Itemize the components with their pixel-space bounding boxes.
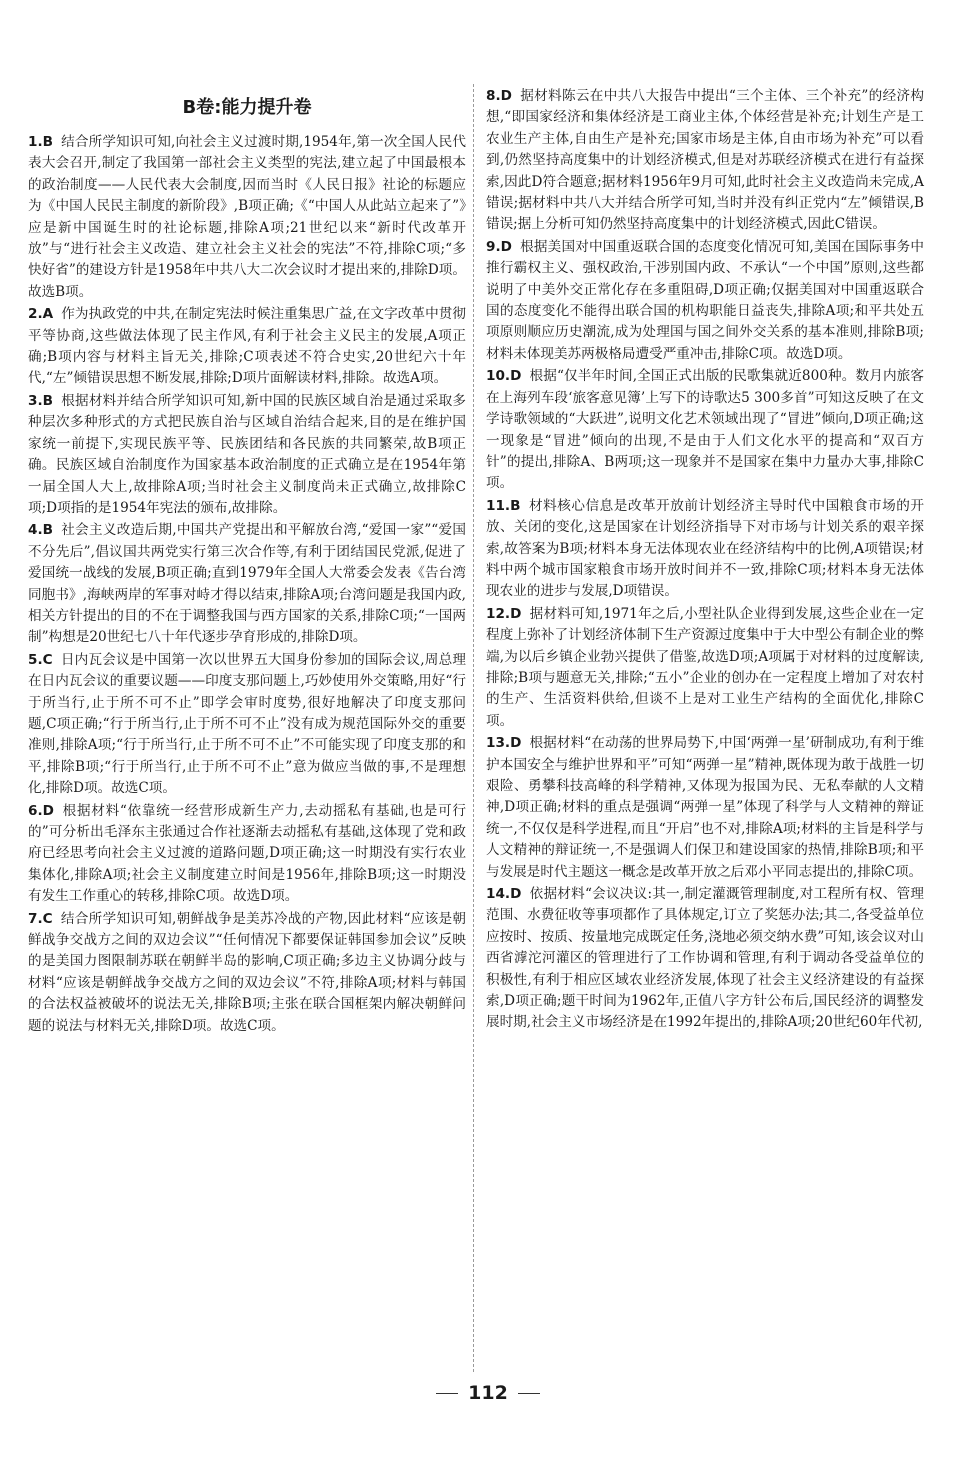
answer-paragraph xyxy=(486,366,924,494)
answer-text: 材料核心信息是改革开放前计划经济主导时代中国粮食市场的开放、关闭的变化,这是国家在计划经济指导下对市场与计划关系的艰辛探索,故答案为B项;材料本身无法体现农业在经济结构中的比例,A项错误;材料中两个城市国家粮食市场开放时间并不一致,排除C项;材料本身无法体现农业的进步与发展,D项错误。 xyxy=(486,497,924,600)
left-answer-list xyxy=(28,132,466,1037)
answer-number: 5.C xyxy=(28,651,53,668)
answer-number: 12.D xyxy=(486,605,522,622)
answer-text: 根据材料“在动荡的世界局势下,中国‘两弹一星’研制成功,有利于维护本国安全与维护世界和平”可知“两弹一星”精神,既体现为敢于战胜一切艰险、勇攀科技高峰的科学精神,又体现为报国为民、无私奉献的人文精神,D项正确;材料的重点是强调“两弹一星”体现了科学与人文精神的辩证统一,不仅仅是科学进程,而且“开启”也不对,排除A项;材料的主旨是科学与人文精神的辩证统一,不是强调人们保卫和建设国家的热情,排除B项;和平与发展是时代主题这一概念是改革开放之后邓小平同志提出的,排除C项。 xyxy=(486,735,924,880)
answer-text: 社会主义改造后期,中国共产党提出和平解放台湾,“爱国一家”“爱国不分先后”,倡议国共两党实行第三次合作等,有利于团结国民党派,促进了爱国统一战线的发展,B项正确;直到1979年全国人大常委会发表《告台湾同胞书》,海峡两岸的军事对峙才得以结束,排除A项;台湾问题是我国内政,相关方针提出的目的不在于调整我国与西方国家的关系,排除C项;“一国两制”构想是20世纪七八十年代逐步孕育形成的,排除D项。 xyxy=(28,522,466,646)
answer-text: 日内瓦会议是中国第一次以世界五大国身份参加的国际会议,周总理在日内瓦会议的重要议题——印度支那问题上,巧妙使用外交策略,用好“行于所当行,止于所不可不止”即学会审时度势,很好地解决了印度支那问题,C项正确;“行于所当行,止于所不可不止”没有成为规范国际外交的重要准则,排除A项;“行于所当行,止于所不可不止”不可能实现了印度支那的和平,排除B项;“行于所当行,止于所不可不止”意为做应当做的事,不是理想化,排除D项。故选C项。 xyxy=(28,651,466,797)
left-column xyxy=(28,86,466,1038)
answer-paragraph xyxy=(28,520,466,648)
answer-text: 据材料陈云在中共八大报告中提出“三个主体、三个补充”的经济构想,“即国家经济和集体经济是工商业主体,个体经营是补充;计划生产是工农业生产主体,自由生产是补充;国家市场是主体,自由市场为补充”可以看到,仍然坚持高度集中的计划经济模式,但是对苏联经济模式在进行有益探索,因此D符合题意;据材料1956年9月可知,此时社会主义改造尚未完成,A错误;据材料中共八大并结合所学可知,当时并没有纠正党内“左”倾错误,B错误;据上分析可知仍然坚持高度集中的计划经济模式,因此C错误。 xyxy=(486,88,924,233)
answer-number: 10.D xyxy=(486,368,522,385)
answer-paragraph xyxy=(486,237,924,365)
answer-text: 据材料可知,1971年之后,小型社队企业得到发展,这些企业在一定程度上弥补了计划经济体制下生产资源过度集中于大中型公有制企业的弊端,为以后乡镇企业勃兴提供了借鉴,故选D项;A项属于对材料的过度解读,排除;B项与题意无关,排除;“五小”企业的创办在一定程度上增加了对农村的生产、生活资料供给,但谈不上是对工业生产结构的全面优化,排除C项。 xyxy=(486,605,924,729)
answer-item xyxy=(28,909,466,1037)
answer-text: 结合所学知识可知,向社会主义过渡时期,1954年,第一次全国人民代表大会召开,制定了我国第一部社会主义类型的宪法,建立起了中国最根本的政治制度——人民代表大会制度,因而当时《人民日报》社论的标题应为《中国人民民主制度的新阶段》,B项正确;《“中国人从此站立起来了”》应是新中国诞生时的社论标题,排除A项;21世纪以来“新时代改革开放”与“进行社会主义改造、建立社会主义社会的宪法”不符,排除C项;“多快好省”的建设方针是1958年中共八大二次会议时才提出来的,排除D项。故选B项。 xyxy=(28,134,466,300)
answer-item xyxy=(486,366,924,494)
answer-paragraph xyxy=(28,801,466,908)
answer-item xyxy=(486,884,924,1034)
answer-paragraph xyxy=(28,132,466,303)
answer-number: 1.B xyxy=(28,134,53,150)
answer-text: 根据材料并结合所学知识可知,新中国的民族区域自治是通过采取多种层次多种形式的方式把民族自治与区域自治结合起来,目的是在维护国家统一前提下,实现民族平等、民族团结和各民族的共同繁荣,故B项正确。民族区域自治制度作为国家基本政治制度的正式确立是在1954年第一届全国人大上,故排除A项;当时社会主义制度尚未正式确立,故排除C项;D项指的是1954年宪法的颁布,故排除。 xyxy=(28,392,466,516)
section-title: B卷:能力提升卷 xyxy=(182,97,312,118)
answer-item xyxy=(28,650,466,800)
answer-item xyxy=(28,132,466,303)
footer-dash-left xyxy=(436,1393,458,1394)
answer-item xyxy=(486,237,924,365)
answer-number: 11.B xyxy=(486,497,521,514)
answer-number: 8.D xyxy=(486,88,512,104)
answer-paragraph xyxy=(486,86,924,236)
column-divider xyxy=(473,84,474,1372)
answer-paragraph xyxy=(28,650,466,800)
answer-paragraph xyxy=(486,884,924,1034)
answer-paragraph xyxy=(28,909,466,1037)
answer-paragraph xyxy=(28,391,466,519)
answer-item xyxy=(486,604,924,732)
answer-number: 2.A xyxy=(28,306,54,323)
footer-dash-right xyxy=(518,1393,540,1394)
answer-paragraph xyxy=(486,496,924,603)
answer-text: 根据材料“依靠统一经营形成新生产力,去动摇私有基础,也是可行的”可分析出毛泽东主张通过合作社逐渐去动摇私有基础,这体现了党和政府已经思考向社会主义过渡的道路问题,D项正确;这一时期没有实行农业集体化,排除A项;社会主义制度建立时间是1956年,排除B项;这一时期没有发生工作重心的转移,排除C项。故选D项。 xyxy=(28,802,466,905)
answer-number: 6.D xyxy=(28,802,54,819)
answer-paragraph xyxy=(28,304,466,390)
answer-item xyxy=(28,801,466,908)
answer-text: 根据“仅半年时间,全国正式出版的民歌集就近800种。数月内旅客在上海列车段‘旅客意见簿’上写下的诗歌达5 300多首”可知这反映了在文学诗歌领域的“大跃进”,说明文化艺术领域出现了“冒进”倾向,D项正确;这一现象是“冒进”倾向的出现,不是由于人们文化水平的提高和“双百方针”的提出,排除A、B两项;这一现象并不是国家在集中力量办大事,排除C项。 xyxy=(486,368,924,492)
answer-item xyxy=(486,86,924,236)
answer-number: 13.D xyxy=(486,735,522,752)
answer-text: 结合所学知识可知,朝鲜战争是美苏冷战的产物,因此材料“应该是朝鲜战争交战方之间的双边会议”“任何情况下都要保证韩国参加会议”反映的是美国力图限制苏联在朝鲜半岛的影响,C项正确;多边主义协调分歧与材料“应该是朝鲜战争交战方之间的双边会议”不符,排除A项;材料与韩国的合法权益被破坏的说法无关,排除B项;主张在联合国框架内解决朝鲜问题的说法与材料无关,排除D项。故选C项。 xyxy=(28,910,466,1034)
right-column xyxy=(486,86,924,1035)
answer-paragraph xyxy=(486,733,924,883)
answer-number: 3.B xyxy=(28,392,53,409)
answer-text: 依据材料“会议决议:其一,制定灌溉管理制度,对工程所有权、管理范围、水费征收等事项都作了具体规定,订立了奖惩办法;其二,各受益单位应按时、按质、按量地完成既定任务,浇地必须交纳水费”可知,该会议对山西省滹沱河灌区的管理进行了工作协调和管理,有利于调动各受益单位的积极性,有利于相应区域农业经济发展,体现了社会主义经济建设的有益探索,D项正确;题干时间为1962年,正值八字方针公布后,国民经济的调整发展时期,社会主义市场经济是在1992年提出的,排除A项;20世纪60年代初, xyxy=(486,886,924,1031)
right-answer-list xyxy=(486,86,924,1034)
answer-number: 14.D xyxy=(486,886,522,903)
answer-number: 4.B xyxy=(28,522,53,539)
answer-item xyxy=(28,520,466,648)
page-number: 112 xyxy=(468,1382,508,1404)
answer-item xyxy=(486,733,924,883)
page-footer xyxy=(0,1382,976,1404)
answer-item xyxy=(28,391,466,519)
answer-number: 7.C xyxy=(28,910,53,927)
answer-text: 根据美国对中国重返联合国的态度变化情况可知,美国在国际事务中推行霸权主义、强权政治,干涉别国内政、不承认“一个中国”原则,这些都说明了中美外交正常化存在多重阻碍,D项正确;仅据美国对中国重返联合国的态度变化不能得出联合国的机构职能日益丧失,排除A项;和平共处五项原则顺应历史潮流,成为处理国与国之间外交关系的基本准则,排除B项;材料未体现美苏两极格局遭受严重冲击,排除C项。故选D项。 xyxy=(486,238,924,362)
answer-text: 作为执政党的中共,在制定宪法时候注重集思广益,在文字改革中贯彻平等协商,这些做法体现了民主作风,有利于社会主义民主的发展,A项正确;B项内容与材料主旨无关,排除;C项表述不符合史实,20世纪六十年代,“左”倾错误思想不断发展,排除;D项片面解读材料,排除。故选A项。 xyxy=(28,306,466,387)
answer-paragraph xyxy=(486,604,924,732)
answer-item xyxy=(486,496,924,603)
answer-number: 9.D xyxy=(486,238,512,255)
answer-item xyxy=(28,304,466,390)
